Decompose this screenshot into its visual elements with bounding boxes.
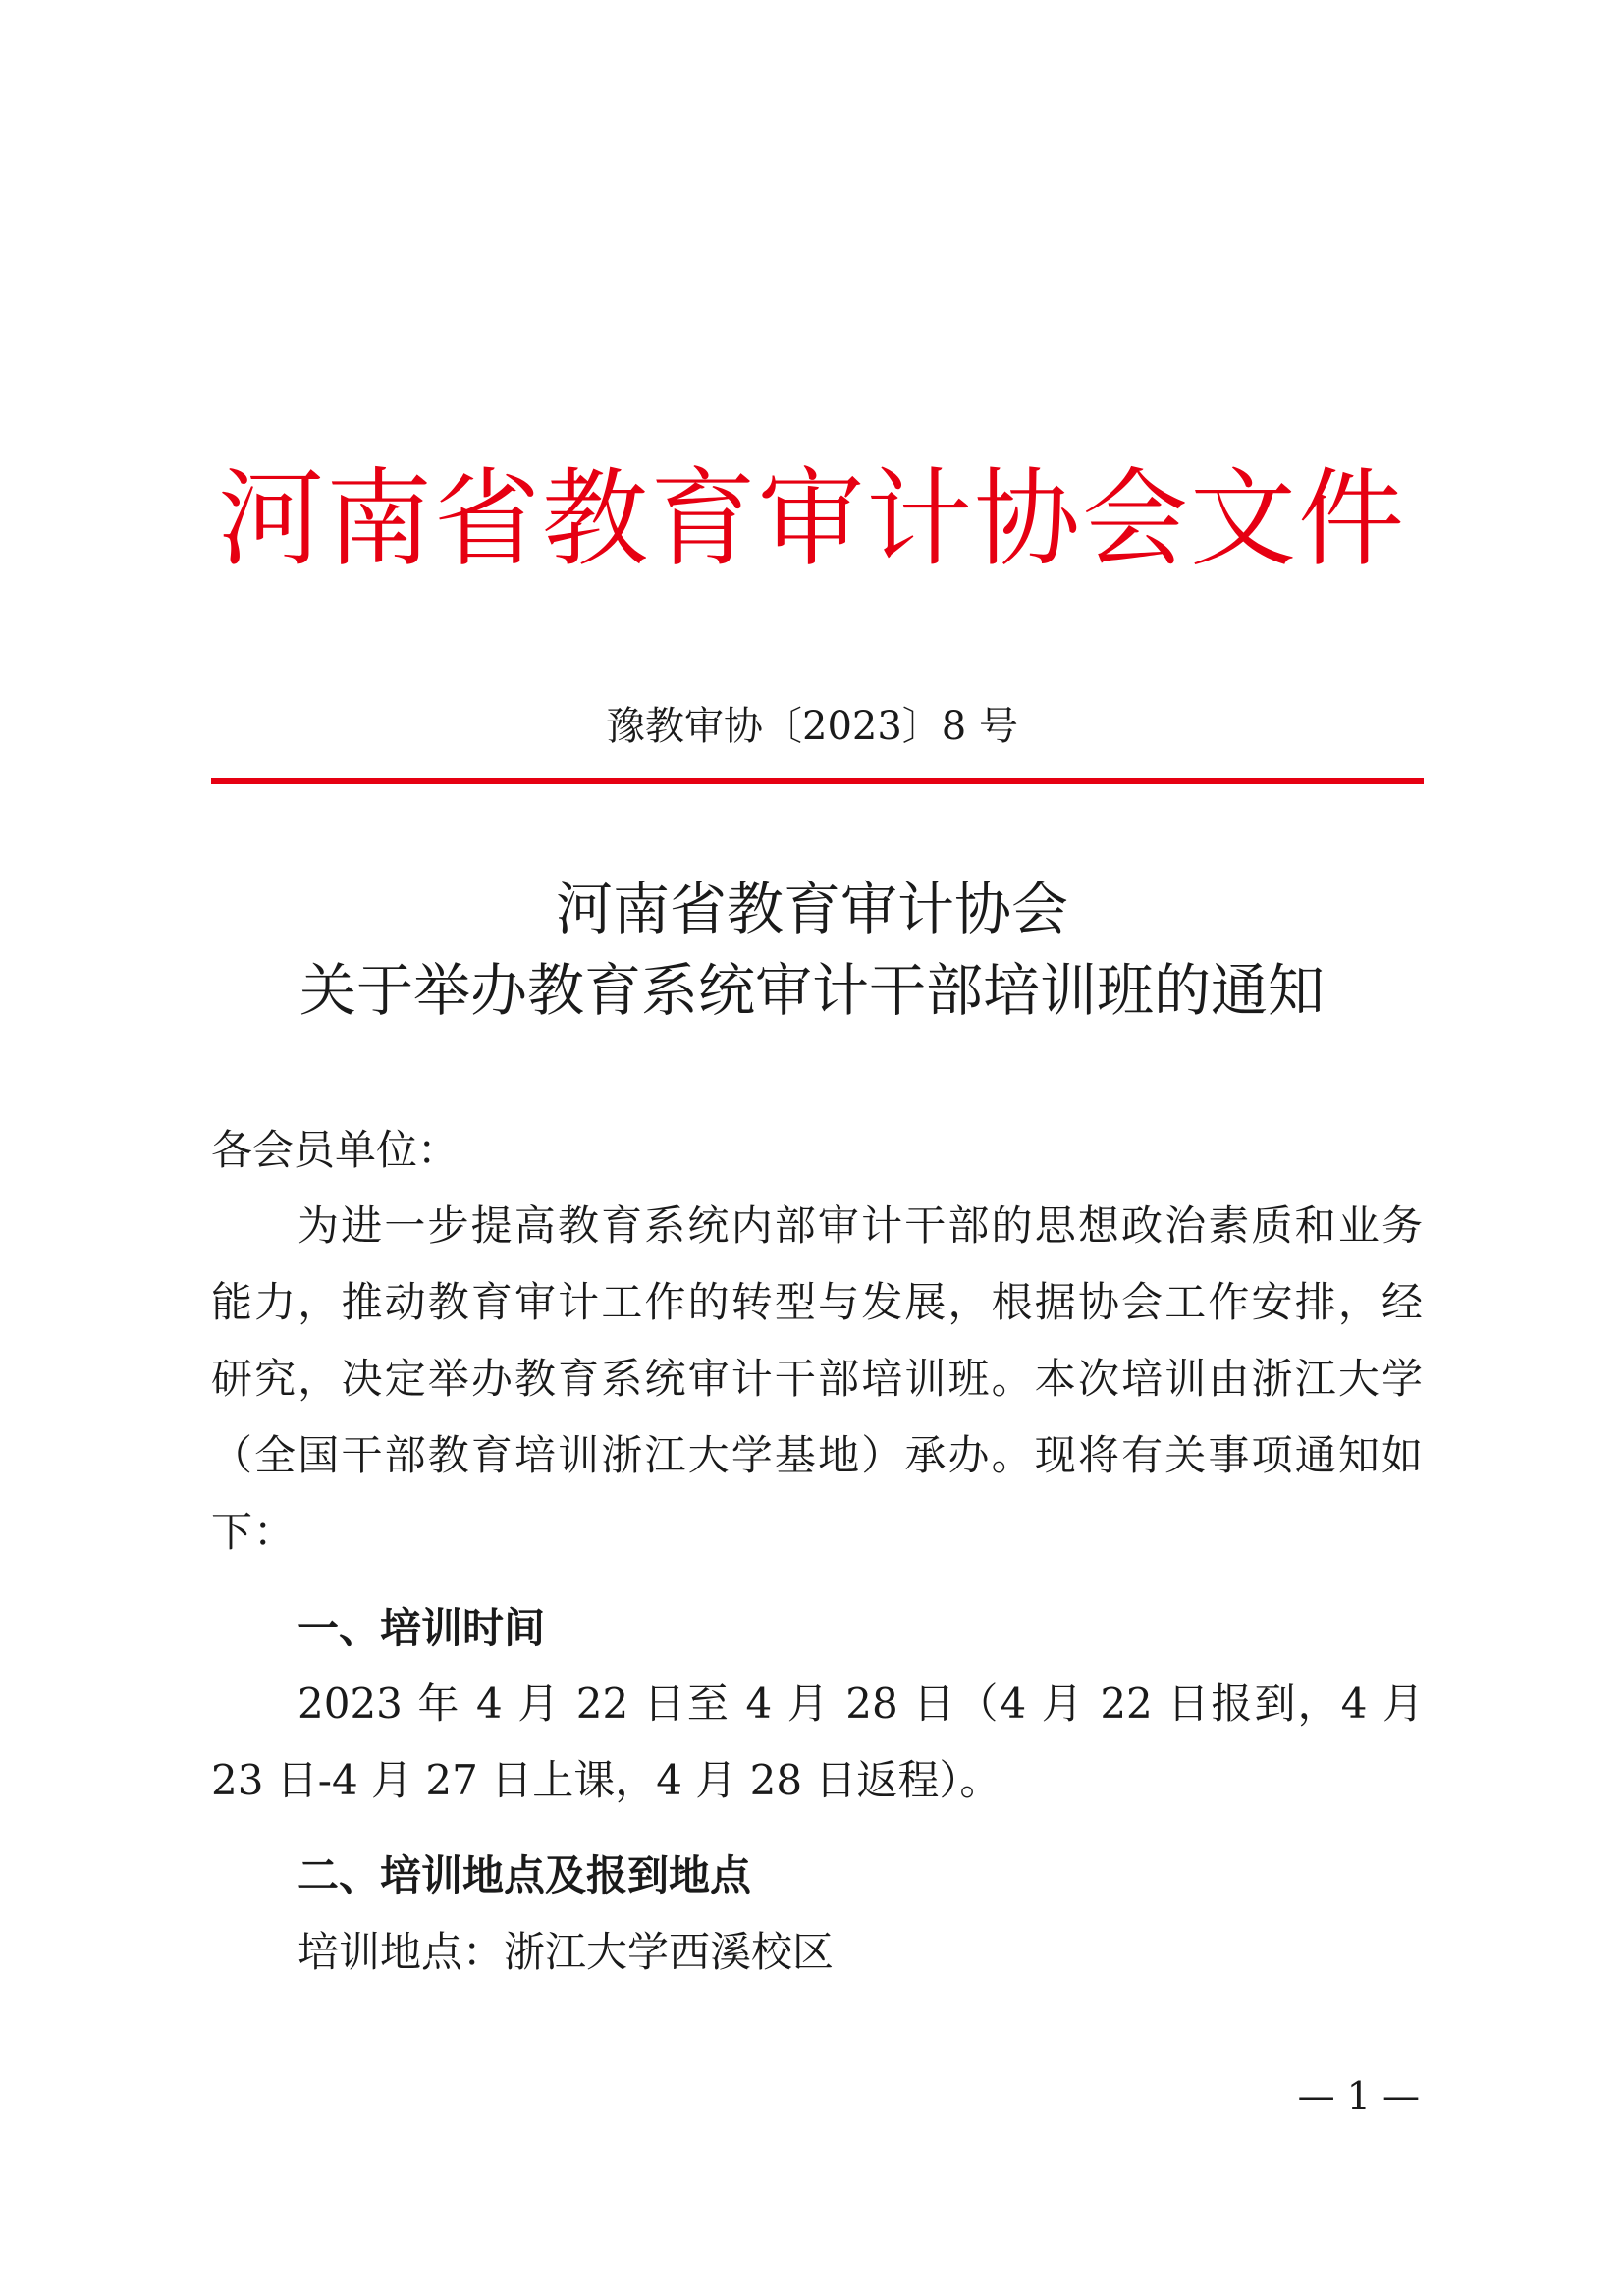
notice-title-line1: 河南省教育审计协会 [555,876,1068,942]
red-separator-line [211,778,1424,784]
notice-title-line2: 关于举办教育系统审计干部培训班的通知 [298,957,1325,1024]
section2-heading: 二、培训地点及报到地点 [298,1851,752,1899]
document-number: 豫教审协〔2023〕8 号 [606,704,1018,749]
salutation: 各会员单位： [211,1126,460,1174]
page-number: — 1 — [1297,2074,1420,2117]
section2-text: 培训地点：浙江大学西溪校区 [298,1928,835,1976]
section1-text: 2023 年 4 月 22 日至 4 月 28 日（4 月 22 日报到，4 月 23 日-4 月 27 日上课，4 月 28 日返程）。 [211,1680,1424,1804]
section1-heading: 一、培训时间 [298,1604,546,1652]
intro-paragraph: 为进一步提高教育系统内部审计干部的思想政治素质和业务能力，推动教育审计工作的转型与发展，根据协会工作安排，经研究，决定举办教育系统审计干部培训班。本次培训由浙江大学（全国干部教育培训浙江大学基地）承办。现将有关事项通知如下： [211,1201,1424,1556]
red-header-title: 河南省教育审计协会文件 [217,458,1406,581]
